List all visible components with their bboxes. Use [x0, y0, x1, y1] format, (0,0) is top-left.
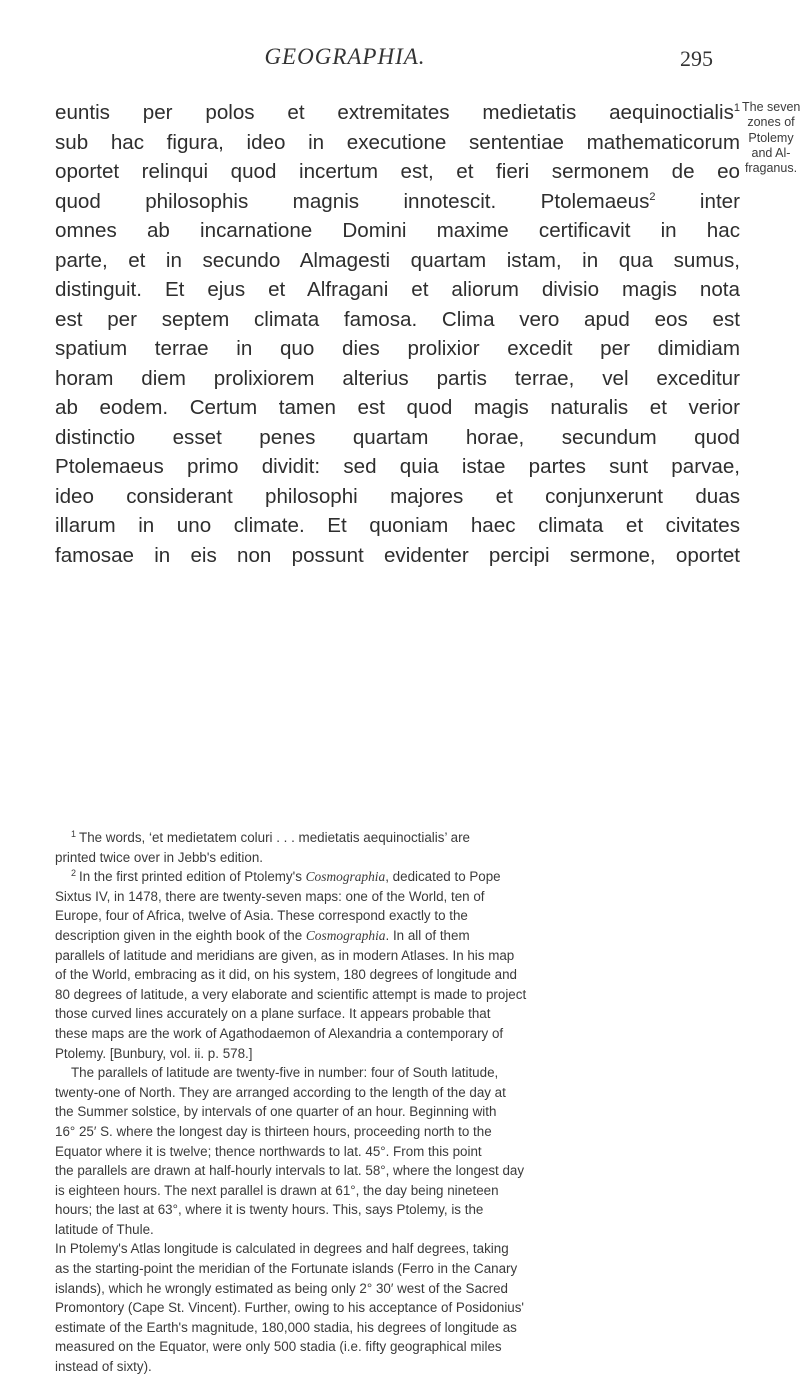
running-title: GEOGRAPHIA.: [264, 44, 426, 69]
footnote-mark-2[interactable]: 2: [649, 190, 656, 203]
footnote-mark-1[interactable]: 1: [733, 102, 740, 115]
footnote-1-line-2: printed twice over in Jebb's edition.: [55, 849, 263, 865]
footnote-2-para3-line: Promontory (Cape St. Vincent). Further, owing to his acceptance of Posidonius': [55, 1300, 524, 1316]
sidenote-line: fraganus.: [744, 161, 798, 176]
main-line-4: quod philosophis magnis innotescit. Ptolemaeus$^2$ inter: [55, 189, 740, 213]
footnote-2-line: those curved lines accurately on a plane surface. It appears probable that: [55, 1006, 491, 1022]
footnote-2-line: 80 degrees of latitude, a very elaborate and scientific attempt is made to project: [55, 986, 527, 1002]
main-line-6: parte, et in secundo Almagesti quartam istam, in qua sumus,: [55, 248, 740, 272]
margin-sidenote: [742, 100, 800, 176]
sidenote-line: and Al-: [751, 145, 791, 160]
footnote-2-para3-line: measured on the Equator, were only 500 stadia (i.e. fifty geographical miles: [55, 1339, 502, 1355]
main-line-11: ab eodem. Certum tamen est quod magis naturalis et verior: [55, 396, 740, 419]
footnote-2-para2-line: twenty-one of North. They are arranged according to the length of the day at: [55, 1084, 506, 1100]
footnote-2-line: these maps are the work of Agathodaemon of Alexandria a contemporary of: [55, 1025, 504, 1041]
footnote-2-para3-line: estimate of the Earth's magnitude, 180,000 stadia, his degrees of longitude as: [55, 1319, 517, 1335]
footnotes-block: [55, 828, 740, 1377]
footnote-2-line: Ptolemy. [Bunbury, vol. ii. p. 578.]: [55, 1045, 253, 1061]
sidenote-line: Ptolemy: [748, 130, 794, 145]
main-line-2: sub hac figura, ideo in executione sententiae mathematicorum: [55, 130, 740, 154]
page-number: 295: [680, 46, 713, 71]
main-line-8: est per septem climata famosa. Clima vero apud eos est: [55, 307, 740, 331]
main-line-13: Ptolemaeus primo dividit: sed quia istae partes sunt parvae,: [55, 455, 740, 478]
main-line-12: distinctio esset penes quartam horae, secundum quod: [55, 425, 740, 449]
footnote-2-para2-line: 16° 25′ S. where the longest day is thirteen hours, proceeding north to the: [55, 1123, 492, 1139]
main-line-14: ideo considerant philosophi majores et conjunxerunt duas: [55, 484, 740, 508]
footnote-2-para2-line: is eighteen hours. The next parallel is drawn at 61°, the day being nineteen: [55, 1182, 499, 1198]
footnote-2-para3-line: instead of sixty).: [55, 1359, 152, 1375]
footnote-2-line: Sixtus IV, in 1478, there are twenty-seven maps: one of the World, ten of: [55, 888, 485, 904]
footnote-2-para3-line: In Ptolemy's Atlas longitude is calculated in degrees and half degrees, taking: [55, 1241, 509, 1257]
footnote-2-line-1: $^2$ In the first printed edition of Ptolemy's Cosmographia, dedicated to Pope: [71, 867, 501, 885]
footnote-2-line: parallels of latitude and meridians are given, as in modern Atlases. In his map: [55, 947, 515, 963]
footnote-2-line: of the World, embracing as it did, on his system, 180 degrees of longitude and: [55, 967, 517, 983]
footnote-2-para3-line: islands), which he wrongly estimated as being only 2° 30′ west of the Sacred: [55, 1280, 508, 1296]
main-line-16: famosae in eis non possunt evidenter percipi sermone, oportet: [55, 543, 740, 567]
main-line-9: spatium terrae in quo dies prolixior excedit per dimidiam: [55, 337, 740, 360]
main-line-3: oportet relinqui quod incertum est, et fieri sermonem de eo: [55, 160, 740, 183]
sidenote-line: zones of: [747, 115, 795, 130]
main-line-10: horam diem prolixiorem alterius partis terrae, vel exceditur: [55, 366, 740, 390]
footnote-2-line: description given in the eighth book of the Cosmographia. In all of them: [55, 927, 470, 943]
footnote-1-line-1: $^1$ The words, ‘et medietatem coluri . . . medietatis aequinoctialis’ are: [71, 828, 470, 845]
footnote-2-para2-line: The parallels of latitude are twenty-five in number: four of South latitude,: [71, 1065, 499, 1081]
footnote-2-para2-line: the parallels are drawn at half-hourly intervals to lat. 58°, where the longest day: [55, 1163, 525, 1179]
footnote-1-number: 1: [71, 828, 77, 839]
footnote-2-line: Europe, four of Africa, twelve of Asia. These correspond exactly to the: [55, 908, 468, 924]
footnote-2-number: 2: [71, 867, 77, 878]
main-text-block: [55, 98, 740, 570]
main-line-1: euntis per polos et extremitates medietatis aequinoctialis$^1$: [55, 101, 740, 124]
running-head: [0, 44, 800, 84]
sidenote-line: The seven: [742, 100, 800, 114]
footnote-2-para2-line: latitude of Thule.: [55, 1221, 154, 1237]
footnote-2-para2-line: hours; the last at 63°, where it is twenty hours. This, says Ptolemy, is the: [55, 1202, 484, 1218]
footnote-2-para3-line: as the starting-point the meridian of the Fortunate islands (Ferro in the Canary: [55, 1261, 518, 1277]
footnote-2-para2-line: Equator where it is twelve; thence northwards to lat. 45°. From this point: [55, 1143, 482, 1159]
main-line-7: distinguit. Et ejus et Alfragani et aliorum divisio magis nota: [55, 278, 740, 301]
main-line-5: omnes ab incarnatione Domini maxime certificavit in hac: [55, 219, 740, 242]
main-line-15: illarum in uno climate. Et quoniam haec climata et civitates: [55, 514, 740, 537]
footnote-2-para2-line: the Summer solstice, by intervals of one quarter of an hour. Beginning with: [55, 1104, 497, 1120]
